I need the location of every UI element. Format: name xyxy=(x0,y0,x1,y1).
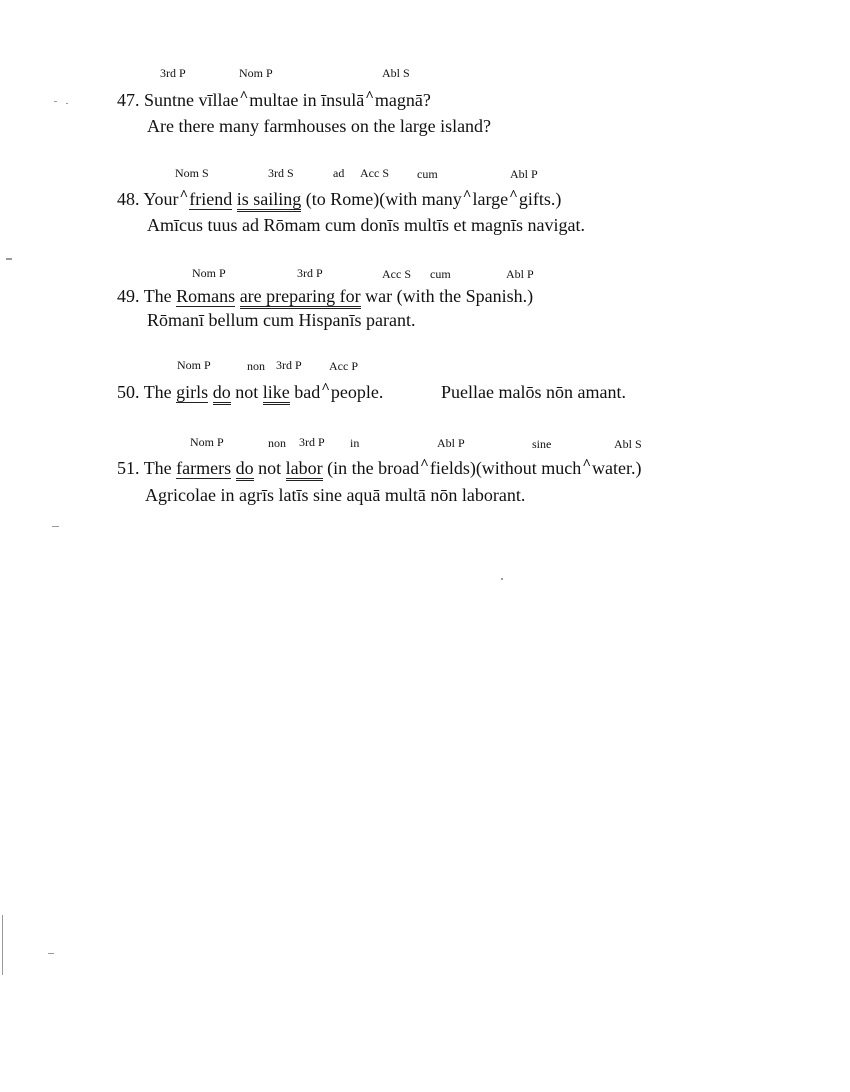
sentence-part: Suntne vīllae xyxy=(144,90,239,110)
sentence-part: The xyxy=(143,286,177,306)
subject-underlined: farmers xyxy=(176,458,232,478)
sentence-part: gifts.) xyxy=(518,189,562,209)
latin-translation: Amīcus tuus ad Rōmam cum donīs multīs et magnīs navigat. xyxy=(147,215,585,235)
english-sentence xyxy=(117,188,561,212)
sentence-part: (to Rome)(with many xyxy=(301,189,462,209)
sentence-part: Your xyxy=(143,189,179,209)
annotation: Abl S xyxy=(614,437,642,451)
annotation: Acc P xyxy=(329,359,358,373)
english-sentence xyxy=(117,457,642,481)
sentence-part: multae in īnsulā xyxy=(249,90,365,110)
sentence-part: bad xyxy=(289,382,321,402)
scan-speck xyxy=(48,953,54,954)
latin-sentence xyxy=(117,89,431,113)
annotation: Abl P xyxy=(510,167,538,181)
caret-mark: ^ xyxy=(321,381,330,397)
annotation: Abl P xyxy=(437,436,465,450)
caret-mark: ^ xyxy=(365,89,374,105)
exercise-number: 50. xyxy=(117,382,140,402)
verb-underlined: like xyxy=(263,382,290,405)
annotation: Nom P xyxy=(192,266,226,280)
exercise-number: 48. xyxy=(117,189,140,209)
annotation: 3rd P xyxy=(297,266,323,280)
annotation: 3rd P xyxy=(276,358,302,372)
annotation: ad xyxy=(333,166,345,180)
caret-mark: ^ xyxy=(509,188,518,204)
caret-mark: ^ xyxy=(462,188,472,204)
latin-translation: Puellae malōs nōn amant. xyxy=(441,382,626,402)
sentence-part: (in the broad xyxy=(322,458,420,478)
annotation: non xyxy=(247,359,265,373)
annotation: non xyxy=(268,436,286,450)
annotation: Nom P xyxy=(190,435,224,449)
annotation: Nom S xyxy=(175,166,209,180)
sentence-part: people. xyxy=(330,382,384,402)
annotation: Acc S xyxy=(382,267,411,281)
sentence-part: not xyxy=(230,382,263,402)
caret-mark: ^ xyxy=(239,89,249,105)
english-translation: Are there many farmhouses on the large island? xyxy=(147,116,492,136)
verb-underlined: is sailing xyxy=(237,189,302,212)
annotation: Abl S xyxy=(382,66,410,80)
sentence-part: magnā? xyxy=(374,90,431,110)
annotation: 3rd P xyxy=(299,435,325,449)
subject-underlined: girls xyxy=(176,382,209,402)
subject-underlined: Romans xyxy=(176,286,236,306)
verb-underlined: do xyxy=(213,382,231,405)
annotation: cum xyxy=(417,167,438,181)
english-sentence xyxy=(117,285,533,307)
annotation: sine xyxy=(532,437,552,451)
verb-underlined: do xyxy=(236,458,254,481)
annotation: Nom P xyxy=(239,66,273,80)
sentence-part: water.) xyxy=(592,458,642,478)
caret-mark: ^ xyxy=(582,457,592,473)
english-sentence xyxy=(117,381,383,405)
verb-underlined: labor xyxy=(286,458,323,481)
sentence-part: not xyxy=(253,458,286,478)
caret-mark: ^ xyxy=(420,457,429,473)
sentence-part: The xyxy=(143,382,177,402)
annotation: cum xyxy=(430,267,451,281)
latin-translation: Rōmanī bellum cum Hispanīs parant. xyxy=(147,310,416,330)
caret-mark: ^ xyxy=(179,188,189,204)
sentence-part: war (with the Spanish.) xyxy=(360,286,534,306)
sentence-part: fields)(without much xyxy=(429,458,582,478)
annotation: Nom P xyxy=(177,358,211,372)
scan-speck xyxy=(6,258,12,260)
sentence-part: The xyxy=(143,458,177,478)
scan-speck xyxy=(52,526,59,527)
annotation: 3rd P xyxy=(160,66,186,80)
annotation: 3rd S xyxy=(268,166,294,180)
verb-underlined: are preparing for xyxy=(240,286,361,309)
scan-speck xyxy=(2,915,3,975)
exercise-number: 47. xyxy=(117,90,140,110)
subject-underlined: friend xyxy=(189,189,233,209)
sentence-part: large xyxy=(472,189,509,209)
annotation: in xyxy=(350,436,360,450)
exercise-number: 51. xyxy=(117,458,140,478)
annotation: Abl P xyxy=(506,267,534,281)
scan-speck xyxy=(54,101,57,102)
latin-translation: Agricolae in agrīs latīs sine aquā multā nōn laborant. xyxy=(145,485,526,505)
scan-speck xyxy=(66,103,68,104)
annotation: Acc S xyxy=(360,166,389,180)
scan-speck xyxy=(501,578,503,580)
exercise-number: 49. xyxy=(117,286,140,306)
